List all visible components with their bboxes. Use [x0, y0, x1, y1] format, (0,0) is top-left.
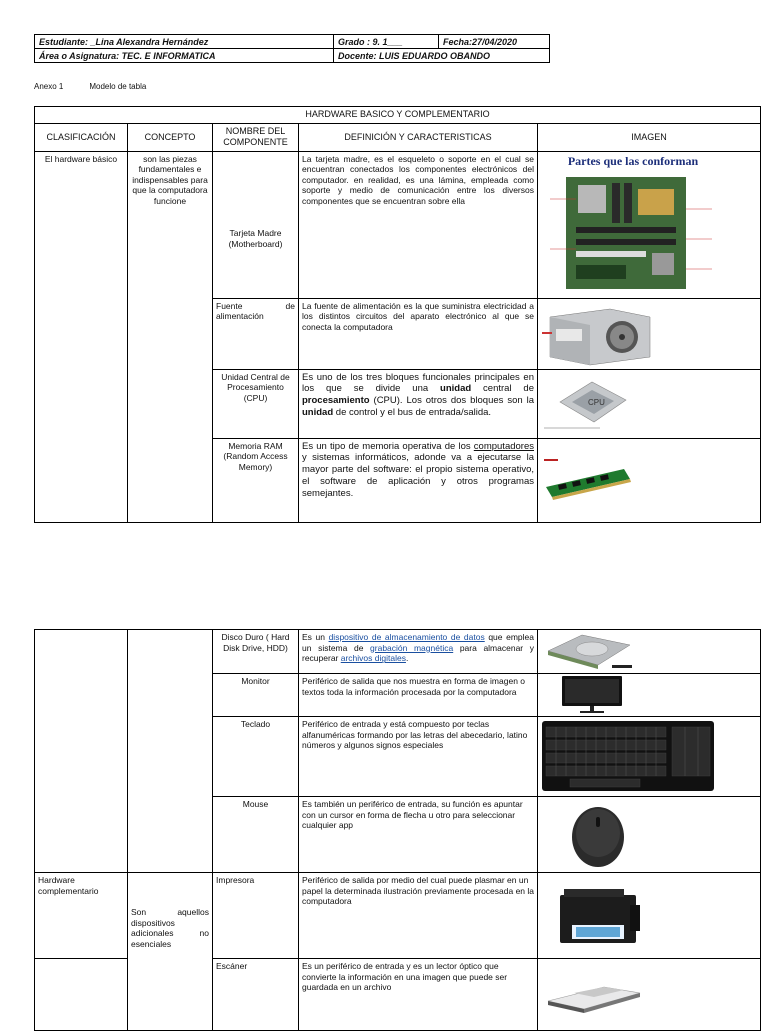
definition-hdd: [299, 630, 538, 674]
definition-cpu-g: de control y el bus de entrada/salida.: [333, 407, 492, 419]
ram-image: [542, 457, 638, 517]
col-classification: CLASIFICACIÓN: [35, 124, 128, 152]
definition-hdd-d: .: [405, 653, 409, 664]
digital-files-link[interactable]: archivos digitales: [340, 653, 406, 664]
magnetic-recording-link[interactable]: grabación magnética: [370, 642, 454, 653]
image-cell-cpu: [538, 369, 761, 438]
definition-cpu-c: central de: [471, 383, 534, 395]
basic-concept: son las piezas fundamentales e indispensables para que la computadora funcione: [128, 151, 213, 522]
image-cell-ram: [538, 438, 761, 522]
computadores-link[interactable]: computadores: [473, 440, 534, 452]
definition-motherboard: La tarjeta madre, es el esqueleto o soporte en el cual se encuentran conectados los componentes electrónicos del computador. en realidad, es una lámina, empleada como soporte y medio de comunicación entre los diversos componentes que se encuentran sobre ella: [299, 151, 538, 298]
definition-ram: [299, 438, 538, 522]
component-mouse: Mouse: [213, 797, 299, 873]
annex-model: Modelo de tabla: [89, 82, 147, 91]
image-cell-keyboard: [538, 717, 761, 797]
motherboard-image: [542, 154, 724, 296]
basic-classification: El hardware básico: [35, 151, 128, 522]
student-info-table: [34, 34, 550, 63]
definition-ram-b: y sistemas informáticos, adonde va a ejecutarse la mayor parte del software: el propio sistema operativo, el software de aplicación y otros programas semejantes.: [302, 452, 534, 499]
complement-classification-bottom: [35, 959, 128, 1031]
keyboard-image: [540, 719, 718, 795]
scanner-image: [544, 973, 644, 1017]
definition-mouse: Es también un periférico de entrada, su función es apuntar con un cursor en forma de flecha u otro para seleccionar cualquier app: [299, 797, 538, 873]
component-cpu: Unidad Central de Procesamiento (CPU): [213, 369, 299, 438]
student-name: Estudiante: _Lina Alexandra Hernández: [35, 35, 334, 49]
image-cell-mouse: [538, 797, 761, 873]
definition-keyboard: Periférico de entrada y está compuesto por teclas alfanuméricas formando por las letras del abecedario, latino números y algunos signos especiales: [299, 717, 538, 797]
col-definition: DEFINICIÓN Y CARACTERISTICAS: [299, 124, 538, 152]
col-component-name: NOMBRE DEL COMPONENTE: [213, 124, 299, 152]
component-printer: Impresora: [213, 873, 299, 959]
col-image: IMAGEN: [538, 124, 761, 152]
definition-ram-a: Es un tipo de memoria operativa de los: [302, 440, 474, 452]
image-cell-monitor: [538, 674, 761, 717]
teacher: Docente: LUIS EDUARDO OBANDO: [334, 49, 550, 63]
definition-cpu-bold-processing: procesamiento: [302, 395, 370, 407]
table-title: HARDWARE BASICO Y COMPLEMENTARIO: [35, 107, 761, 124]
storage-device-link[interactable]: dispositivo de almacenamiento de datos: [328, 632, 485, 642]
hardware-table: [34, 106, 761, 523]
monitor-image: [558, 674, 638, 716]
definition-cpu: [299, 369, 538, 438]
definition-hdd-b: que emplea un sistema de: [302, 632, 534, 653]
subject: Área o Asignatura: TEC. E INFORMATICA: [35, 49, 334, 63]
definition-hdd-c: para almacenar y recuperar: [302, 642, 534, 664]
definition-cpu-bold-unit-2: unidad: [302, 407, 334, 419]
annex-line: [34, 82, 172, 91]
component-ram: Memoria RAM (Random Access Memory): [213, 438, 299, 522]
component-monitor: Monitor: [213, 674, 299, 717]
component-keyboard: Teclado: [213, 717, 299, 797]
component-power-supply: [213, 298, 299, 369]
mouse-image: [564, 799, 634, 871]
component-motherboard: Tarjeta Madre (Motherboard): [213, 151, 299, 298]
definition-monitor: Periférico de salida que nos muestra en forma de imagen o textos toda la información procesada por la computadora: [299, 674, 538, 717]
image-cell-printer: [538, 873, 761, 959]
definition-printer: Periférico de salida por medio del cual puede plasmar en un papel la determinada ilustración previamente procesada en la computadora: [299, 873, 538, 959]
power-supply-image: [540, 303, 660, 367]
hard-disk-image: [542, 631, 638, 673]
complement-classification: Hardware complementario: [35, 873, 128, 959]
date: Fecha:27/04/2020: [439, 35, 550, 49]
cpu-image-label: CPU: [588, 397, 605, 407]
image-cell-power-supply: [538, 298, 761, 369]
cpu-image: [540, 372, 636, 436]
complement-concept-top: [128, 630, 213, 873]
col-concept: CONCEPTO: [128, 124, 213, 152]
definition-cpu-a: Es uno de los tres bloques funcionales principales en los que se divide una: [302, 371, 534, 395]
component-power-supply-label: Fuente de alimentación: [216, 300, 295, 322]
motherboard-image-title: Partes que las conforman: [567, 153, 699, 168]
definition-power-supply: La fuente de alimentación es la que suministra electricidad a los distintos circuitos del aparato electrónico al que se conecta la computadora: [299, 298, 538, 369]
component-scanner: Escáner: [213, 959, 299, 1031]
image-cell-hdd: [538, 630, 761, 674]
grade: Grado : 9. 1___: [334, 35, 439, 49]
definition-cpu-e: (CPU). Los otros dos bloques son la: [369, 395, 534, 407]
component-hdd: Disco Duro ( Hard Disk Drive, HDD): [213, 630, 299, 674]
complement-concept: Son aquellos dispositivos adicionales no esenciales: [128, 873, 213, 1031]
printer-image: [550, 875, 650, 957]
annex-label: Anexo 1: [34, 82, 64, 91]
definition-scanner: Es un periférico de entrada y es un lector óptico que convierte la información en una imagen que puede ser guardada en un archivo: [299, 959, 538, 1031]
definition-cpu-bold-unit: unidad: [440, 383, 472, 395]
hardware-table-continued: [34, 629, 761, 1031]
image-cell-scanner: [538, 959, 761, 1031]
complement-classification-top: [35, 630, 128, 873]
definition-hdd-a: Es un: [302, 632, 329, 642]
image-cell-motherboard: [538, 151, 761, 298]
